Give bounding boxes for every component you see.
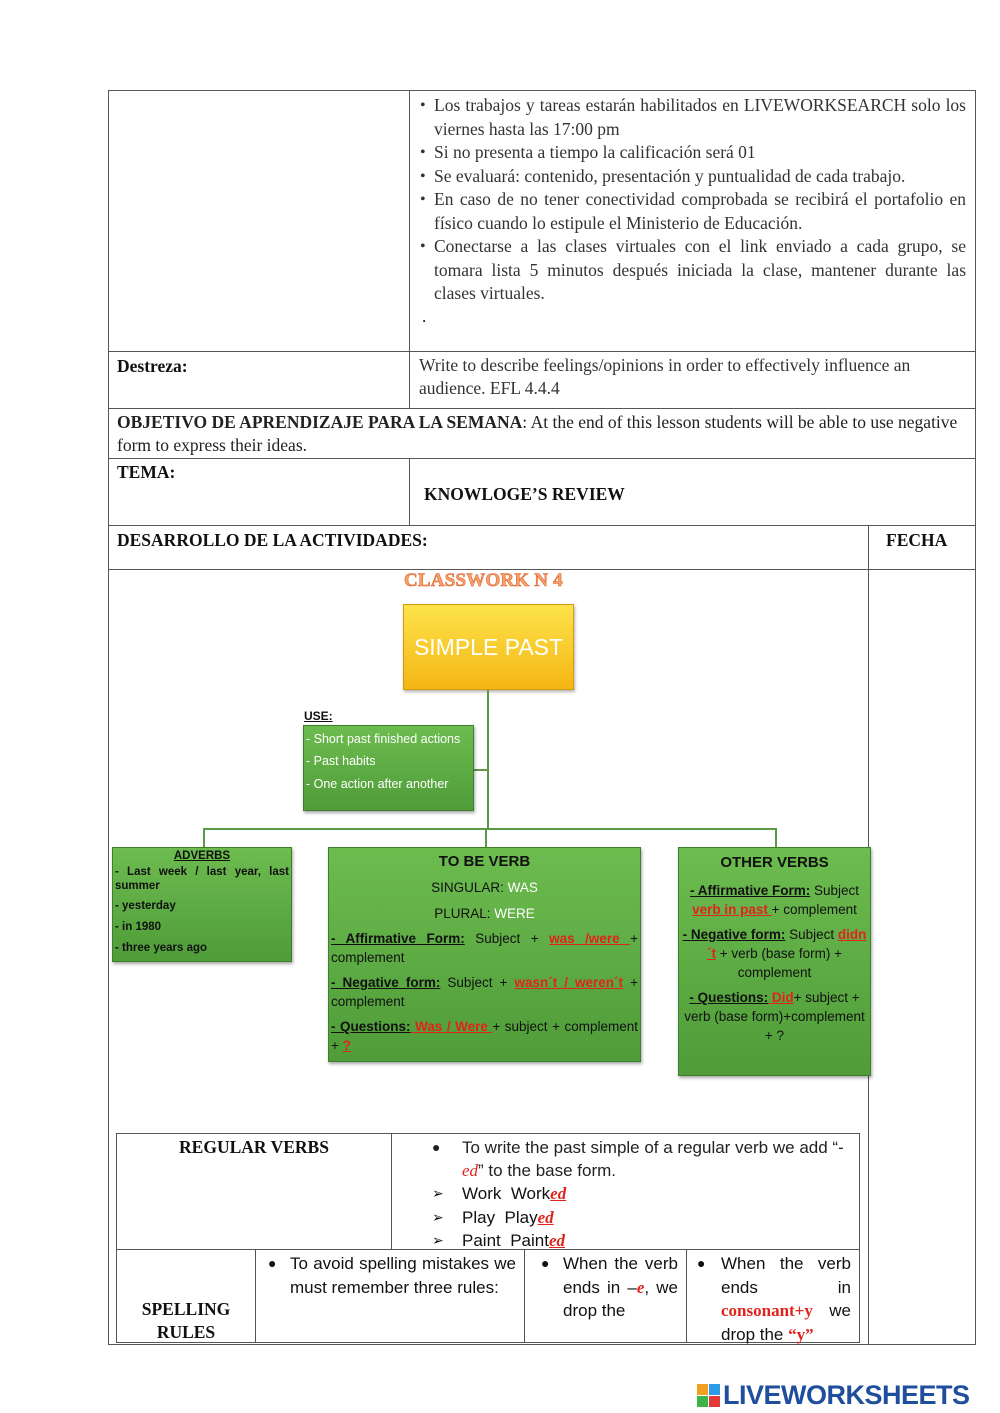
other-negative: - Negative form: Subject didn´t + verb (base form) + complement [682,927,867,980]
objetivo-text: At the end of this lesson students will be able to use negative form to express their ideas. [117,412,958,455]
to-be-questions: - Questions: Was / Were + subject + complement + ? [331,1019,638,1053]
spelling-col1-text: To avoid spelling mistakes we must remember three rules: [290,1254,516,1297]
adverbs-title: ADVERBS [173,850,231,862]
destreza-value: Write to describe feelings/opinions in order to effectively influence an audience. EFL 4.4.4 [419,355,911,398]
rule-item: • Los trabajos y tareas estarán habilitados en LIVEWORKSEARCH solo los viernes hasta las 17:00 pm [420,94,966,141]
other-questions: - Questions: Did+ subject + verb (base form)+complement + ? [684,990,865,1043]
connector-line [775,828,777,848]
connector-line [487,690,489,830]
desarrollo-label: DESARROLLO DE LA ACTIVIDADES: [117,530,428,550]
fecha-cell [868,525,976,570]
fecha-body-cell [868,569,976,1345]
destreza-label-cell [108,351,410,409]
fecha-label: FECHA [886,530,948,550]
singular-value: WAS [507,880,538,895]
simple-past-label: SIMPLE PAST [413,633,564,660]
singular-label: SINGULAR: [431,880,508,895]
rules-left-cell [108,90,410,352]
liveworksheets-logo[interactable] [697,1380,970,1410]
desarrollo-label-cell [108,525,869,570]
logo-icon [697,1384,720,1407]
regular-label-cell [116,1133,392,1250]
spelling-col2: ● When the verb ends in –e, we drop the [524,1249,687,1343]
use-item: - Past habits [306,754,376,768]
destreza-value-cell [409,351,976,409]
objetivo-label: OBJETIVO DE APRENDIZAJE PARA LA SEMANA [117,412,523,432]
regular-example: ➢ Paint Painted [432,1231,565,1250]
rule-item: • Conectarse a las clases virtuales con el link enviado a cada grupo, se tomara lista 5 minutos después iniciada la clase, mantener durante las clases virtuales. [420,235,966,306]
use-item: - Short past finished actions [306,732,461,746]
use-title: USE: [304,709,333,723]
logo-text: LIVEWORKSHEETS [723,1379,970,1410]
other-verbs-box [678,847,871,1076]
spelling-col1: ● To avoid spelling mistakes we must remember three rules: [255,1249,525,1343]
rule-item: • En caso de no tener conectividad comprobada se recibirá el portafolio en físico cuando lo estipule el Ministerio de Educación. [420,188,966,235]
adverbs-item: - three years ago [115,942,208,954]
rules-list [420,94,966,306]
adverbs-item: - yesterday [115,900,176,912]
rule-item: • Si no presenta a tiempo la calificación será 01 [420,141,966,165]
regular-label: REGULAR VERBS [179,1137,329,1157]
regular-intro: ● To write the past simple of a regular verb we add “-ed” to the base form. [432,1138,844,1180]
to-be-negative: - Negative form: Subject + wasn´t / weren´t + complement [331,975,638,1009]
classwork-title: CLASSWORK N 4 [404,570,563,591]
objetivo-cell: OBJETIVO DE APRENDIZAJE PARA LA SEMANA: At the end of this lesson students will be able to use negative form to express their ideas. [108,408,976,459]
tema-label: TEMA: [117,462,176,482]
regular-content-cell [391,1133,860,1250]
other-affirmative: - Affirmative Form: Subject verb in past + complement [689,883,860,917]
adverbs-box [112,847,292,962]
connector-line [203,828,777,830]
adverbs-item: - Last week / last year, last summer [115,866,289,892]
simple-past-box [403,604,574,690]
connector-line [203,828,205,848]
adverbs-item: - in 1980 [115,921,162,933]
rule-item: • Se evaluará: contenido, presentación y puntualidad de cada trabajo. [420,165,966,189]
to-be-box [328,847,641,1062]
rules-dot: . [422,306,427,326]
use-box [303,725,474,811]
spelling-label: SPELLING RULES [141,1299,231,1342]
tema-label-cell [108,458,410,526]
spelling-label-cell [116,1249,256,1343]
use-item: - One action after another [306,777,449,791]
tema-value-cell [409,458,976,526]
tema-value: KNOWLOGE’S REVIEW [424,484,625,504]
connector-line [485,828,487,848]
rules-cell [409,90,976,352]
plural-value: WERE [494,906,535,921]
regular-example: ➢ Work Worked [432,1184,567,1203]
other-verbs-title: OTHER VERBS [720,854,829,871]
spelling-col3: ● When the verb ends in consonant+y we drop the “y” [686,1249,860,1343]
to-be-affirmative: - Affirmative Form: Subject + was /were + complement [331,931,639,965]
to-be-title: TO BE VERB [438,853,531,870]
destreza-label: Destreza: [117,356,188,376]
plural-label: PLURAL: [434,906,495,921]
connector-line [474,769,489,771]
regular-example: ➢ Play Played [432,1207,554,1227]
